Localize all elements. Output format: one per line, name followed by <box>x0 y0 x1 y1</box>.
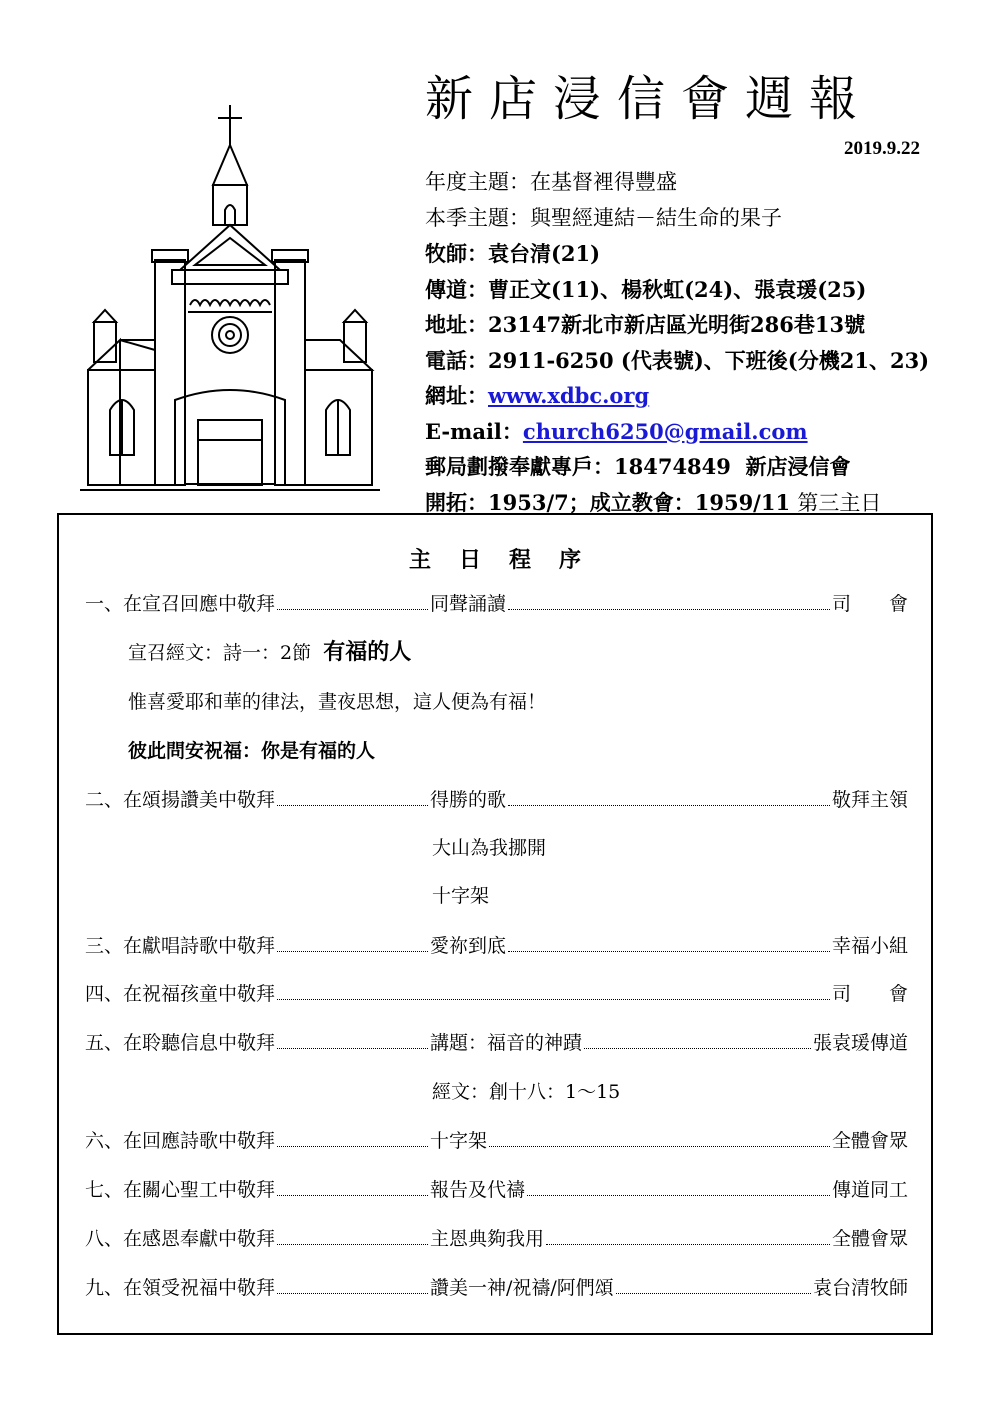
program-item-leader: 全體會眾 <box>831 1228 908 1250</box>
bulletin-date: 2019.9.22 <box>844 138 920 159</box>
email-link[interactable]: church6250@gmail.com <box>522 418 808 444</box>
program-item-leader: 全體會眾 <box>831 1130 908 1152</box>
postal-row <box>425 449 929 485</box>
website-row <box>425 378 929 414</box>
program-item-leader: 司 會 <box>831 593 908 615</box>
email-row <box>425 414 929 450</box>
program-item <box>85 979 908 1009</box>
program-item-leader: 幸福小組 <box>831 935 908 957</box>
song-2: 大山為我挪開 <box>432 837 547 859</box>
program-item-leader: 袁台清牧師 <box>812 1277 908 1299</box>
postal-account: 郵局劃撥奉獻專戶：18474849 <box>425 454 731 479</box>
program-item <box>85 1126 908 1156</box>
program-item-leader: 敬拜主領 <box>831 789 908 811</box>
church-illustration <box>80 100 400 500</box>
program-item <box>85 1175 908 1205</box>
church-info <box>425 165 929 520</box>
program-item-part: 七、在關心聖工中敬拜 <box>85 1179 276 1201</box>
program-heading: 主日程序 <box>408 547 609 573</box>
program-item <box>85 785 908 815</box>
program-item <box>85 589 908 619</box>
program-item-part: 三、在獻唱詩歌中敬拜 <box>85 935 276 957</box>
postal-name: 新店浸信會 <box>745 454 851 479</box>
program-item <box>85 1273 908 1303</box>
program-item-content: 十字架 <box>430 1130 488 1152</box>
program-item-part: 六、在回應詩歌中敬拜 <box>85 1130 276 1152</box>
program-item <box>85 1028 908 1058</box>
program-item-part: 四、在祝福孩童中敬拜 <box>85 983 276 1005</box>
call-title: 有福的人 <box>323 639 412 665</box>
program-item <box>85 931 908 961</box>
program-item-leader: 張袁瑗傳道 <box>812 1032 908 1054</box>
program-item-content: 讚美一神/祝禱/阿們頌 <box>430 1277 614 1299</box>
website-label: 網址： <box>425 383 488 408</box>
preachers: 傳道：曹正文(11)、楊秋虹(24)、張袁瑗(25) <box>425 276 867 302</box>
bulletin-title: 新店浸信會週報 <box>425 71 874 127</box>
program-item-content: 愛祢到底 <box>430 935 507 957</box>
program-item-content: 得勝的歌 <box>430 789 507 811</box>
email-label: E-mail： <box>425 418 523 444</box>
season-theme: 本季主題：與聖經連結－結生命的果子 <box>425 205 782 230</box>
program-item-leader: 傳道同工 <box>831 1179 908 1201</box>
phone: 電話：2911-6250 (代表號)、下班後(分機21、23) <box>425 347 930 373</box>
call-scripture: 宣召經文：詩一：2節 <box>128 642 312 664</box>
program-item-content: 報告及代禱 <box>430 1179 526 1201</box>
program-item-part: 二、在頌揚讚美中敬拜 <box>85 789 276 811</box>
program-item-content: 同聲誦讀 <box>430 593 507 615</box>
address: 地址：23147新北市新店區光明街286巷13號 <box>425 312 866 337</box>
call-scripture-row <box>128 637 411 668</box>
program-item-leader: 司 會 <box>831 983 908 1005</box>
program-item-content: 主恩典夠我用 <box>430 1228 545 1250</box>
program-item-part: 一、在宣召回應中敬拜 <box>85 593 276 615</box>
pastor: 牧師：袁台清(21) <box>425 241 601 266</box>
annual-theme: 年度主題：在基督裡得豐盛 <box>425 170 677 194</box>
website-link[interactable]: www.xdbc.org <box>488 383 650 408</box>
program-item-part: 五、在聆聽信息中敬拜 <box>85 1032 276 1054</box>
sermon-scripture: 經文：創十八：1～15 <box>432 1081 621 1103</box>
program-item <box>85 1224 908 1254</box>
founded-extra: 第三主日 <box>797 490 882 515</box>
call-verse: 惟喜愛耶和華的律法，晝夜思想，這人便為有福！ <box>128 691 547 713</box>
program-item-part: 九、在領受祝福中敬拜 <box>85 1277 276 1299</box>
song-3: 十字架 <box>432 885 490 907</box>
founded: 開拓：1953/7；成立教會：1959/11 <box>425 489 791 515</box>
program-item-content: 講題：福音的神蹟 <box>430 1032 583 1054</box>
program-item-part: 八、在感恩奉獻中敬拜 <box>85 1228 276 1250</box>
greeting: 彼此問安祝福：你是有福的人 <box>128 740 376 762</box>
